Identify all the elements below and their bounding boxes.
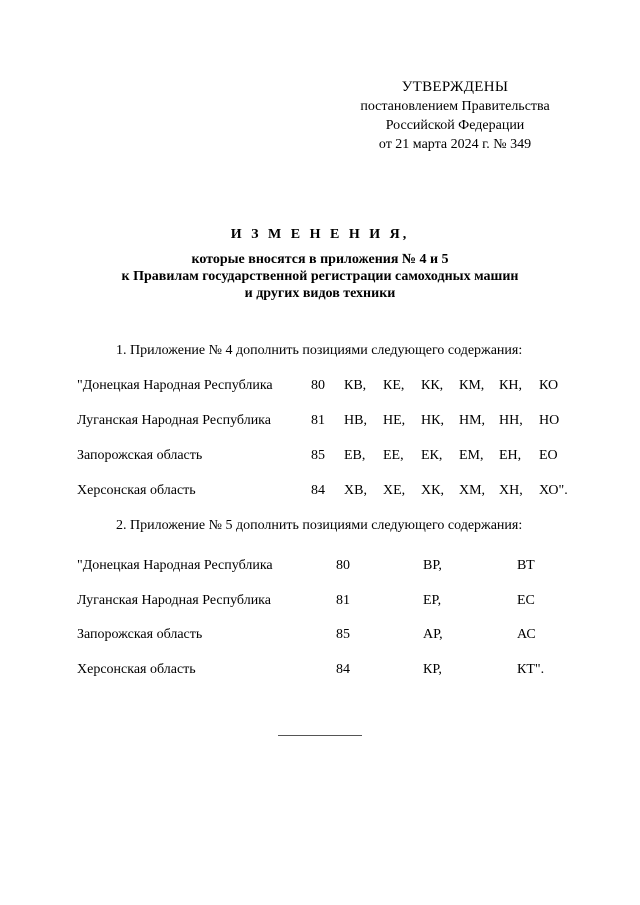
- series-code: ХК,: [421, 483, 444, 498]
- section-2-title: 2. Приложение № 5 дополнить позициями следующего содержания:: [116, 518, 523, 533]
- region-name: Запорожская область: [77, 627, 203, 642]
- series-code: НЕ,: [383, 413, 406, 428]
- approval-title: УТВЕРЖДЕНЫ: [401, 79, 509, 95]
- series-code: АС: [517, 627, 536, 642]
- series-code: АР,: [423, 627, 443, 642]
- table-row: [0, 662, 640, 682]
- end-separator-line: [278, 735, 362, 736]
- region-code: 80: [311, 378, 325, 393]
- approval-line-3: от 21 марта 2024 г. № 349: [378, 137, 532, 152]
- region-code: 81: [311, 413, 325, 428]
- region-code: 85: [336, 627, 350, 642]
- region-name: "Донецкая Народная Республика: [77, 378, 273, 393]
- series-code: КК,: [421, 378, 444, 393]
- table-row: [0, 413, 640, 433]
- approval-line-2: Российской Федерации: [385, 118, 525, 133]
- region-code: 80: [336, 558, 350, 573]
- region-code: 85: [311, 448, 325, 463]
- region-name: "Донецкая Народная Республика: [77, 558, 273, 573]
- region-name: Луганская Народная Республика: [77, 593, 271, 608]
- series-code: ЕК,: [421, 448, 443, 463]
- series-code: КМ,: [459, 378, 485, 393]
- region-name: Херсонская область: [77, 483, 196, 498]
- section-1-title: 1. Приложение № 4 дополнить позициями следующего содержания:: [116, 343, 523, 358]
- series-code: ЕН,: [499, 448, 522, 463]
- series-code: ЕО: [539, 448, 558, 463]
- heading-line-2: к Правилам государственной регистрации самоходных машин: [121, 269, 519, 284]
- region-code: 84: [311, 483, 325, 498]
- series-code: КО: [539, 378, 559, 393]
- table-row: [0, 558, 640, 578]
- region-name: Херсонская область: [77, 662, 196, 677]
- series-code: НМ,: [459, 413, 486, 428]
- series-code: ЕЕ,: [383, 448, 404, 463]
- heading-line-1: которые вносятся в приложения № 4 и 5: [191, 252, 449, 267]
- heading-title: И З М Е Н Е Н И Я,: [230, 227, 410, 242]
- region-code: 81: [336, 593, 350, 608]
- series-code: НВ,: [344, 413, 367, 428]
- series-code: КТ".: [517, 662, 545, 677]
- series-code: ХН,: [499, 483, 523, 498]
- series-code: НК,: [421, 413, 444, 428]
- approval-block: [330, 78, 580, 154]
- heading-line-3: и других видов техники: [244, 286, 396, 301]
- region-code: 84: [336, 662, 350, 677]
- series-code: ЕР,: [423, 593, 442, 608]
- series-code: КН,: [499, 378, 522, 393]
- series-code: ХМ,: [459, 483, 486, 498]
- series-code: ВР,: [423, 558, 442, 573]
- series-code: НН,: [499, 413, 523, 428]
- approval-line-1: постановлением Правительства: [360, 99, 550, 114]
- series-code: ХЕ,: [383, 483, 406, 498]
- series-code: ХО".: [539, 483, 568, 498]
- series-code: КЕ,: [383, 378, 405, 393]
- region-name: Луганская Народная Республика: [77, 413, 271, 428]
- table-row: [0, 448, 640, 468]
- series-code: ХВ,: [344, 483, 367, 498]
- series-code: НО: [539, 413, 560, 428]
- series-code: ЕВ,: [344, 448, 366, 463]
- table-row: [0, 627, 640, 647]
- region-name: Запорожская область: [77, 448, 203, 463]
- document-heading: [60, 226, 580, 302]
- series-code: КВ,: [344, 378, 367, 393]
- series-code: ВТ: [517, 558, 535, 573]
- table-row: [0, 378, 640, 398]
- series-code: ЕМ,: [459, 448, 484, 463]
- series-code: КР,: [423, 662, 442, 677]
- table-row: [0, 593, 640, 613]
- table-row: [0, 483, 640, 503]
- series-code: ЕС: [517, 593, 535, 608]
